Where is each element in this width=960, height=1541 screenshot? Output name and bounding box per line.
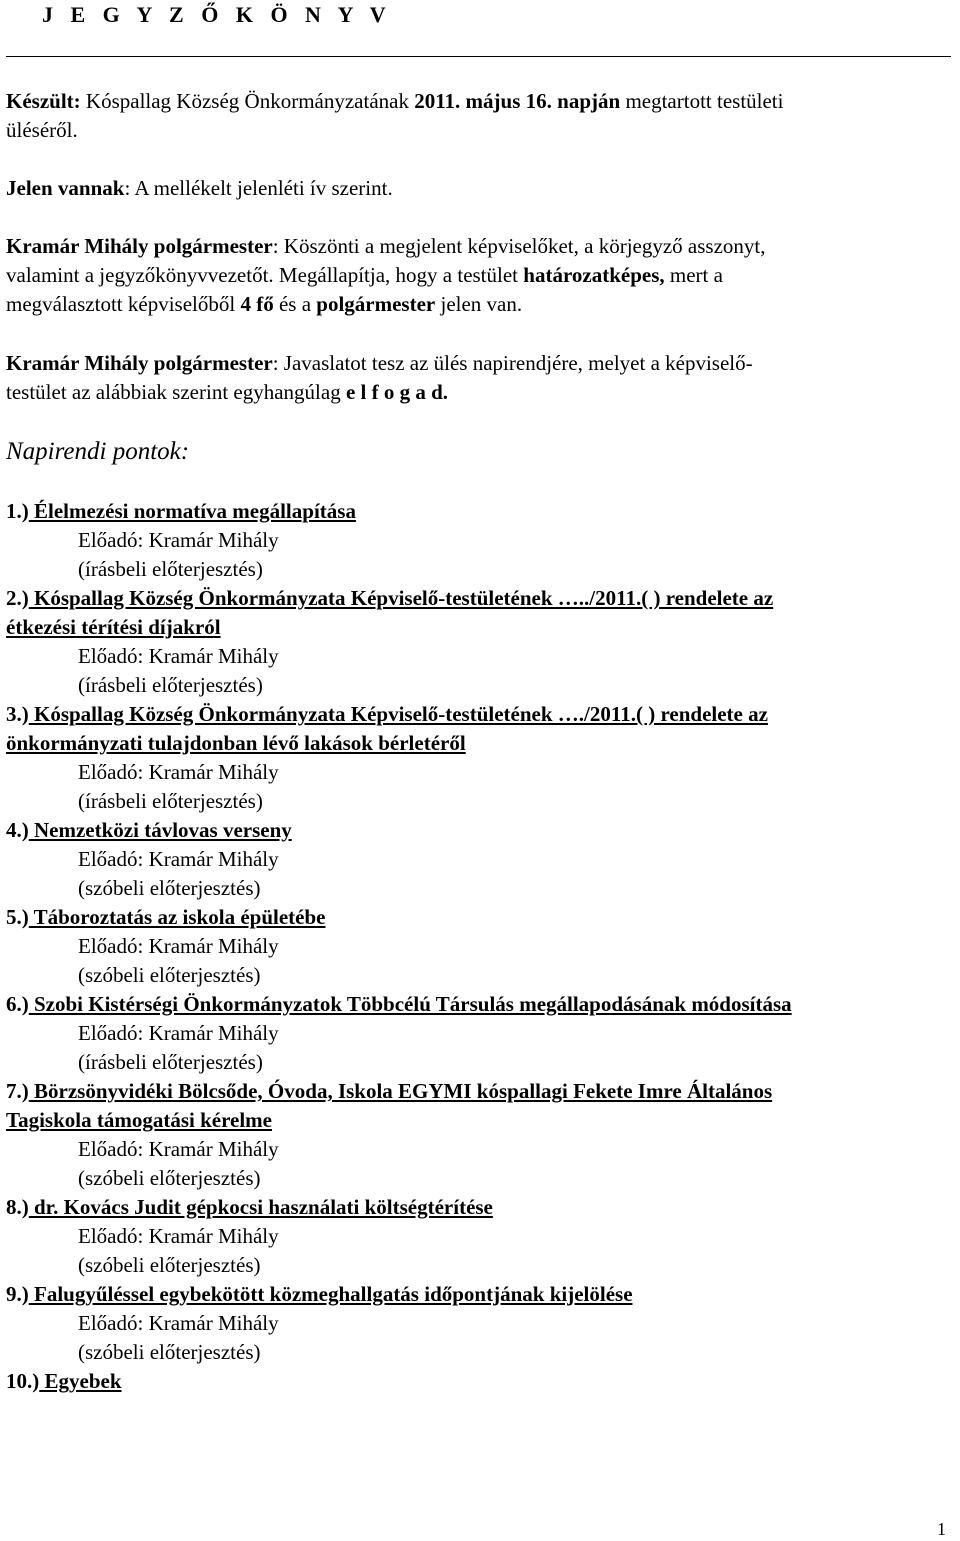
- agenda-item-5-type: (szóbeli előterjesztés): [78, 963, 261, 987]
- page-number: 1: [937, 1519, 946, 1539]
- agenda-item-4: [6, 816, 954, 845]
- agenda-item-title: Szobi Kistérségi Önkormányzatok Többcélú Társulás megállapodásának módosítása: [28, 992, 792, 1016]
- agenda-item-number: 6.): [6, 992, 29, 1016]
- agenda-item-10: [6, 1367, 954, 1396]
- agenda-item-title-cont: étkezési térítési díjakról: [6, 615, 221, 639]
- agenda-item-3-presenter: Előadó: Kramár Mihály: [78, 760, 279, 784]
- agenda-item-8-presenter: Előadó: Kramár Mihály: [78, 1224, 279, 1248]
- agenda-item-number: 9.): [6, 1282, 29, 1306]
- meeting-date: 2011. május 16. napján: [414, 89, 621, 113]
- agenda-item-number: 1.): [6, 499, 29, 523]
- intro-paragraph-present: [6, 174, 954, 203]
- welcome-line-2b: mert a: [664, 263, 723, 287]
- agenda-item-title: Kóspallag Község Önkormányzata Képviselő-testületének …../2011.( ) rendelete az: [28, 586, 774, 610]
- title-divider: [6, 56, 951, 57]
- agenda-item-number: 7.): [6, 1079, 29, 1103]
- agenda-item-7-presenter: Előadó: Kramár Mihály: [78, 1137, 279, 1161]
- agenda-item-title-cont: Tagiskola támogatási kérelme: [6, 1108, 272, 1132]
- agenda-item-3-type: (írásbeli előterjesztés): [78, 789, 263, 813]
- agenda-item-8-type: (szóbeli előterjesztés): [78, 1253, 261, 1277]
- intro-paragraph-agenda-proposal: [6, 349, 954, 407]
- made-text: Kóspallag Község Önkormányzatának: [80, 89, 415, 113]
- proposal-speaker: Kramár Mihály polgármester: [6, 351, 273, 375]
- agenda-item-number: 2.): [6, 586, 29, 610]
- welcome-speaker: Kramár Mihály polgármester: [6, 234, 273, 258]
- welcome-line-3b: és a: [273, 292, 317, 316]
- present-label: Jelen vannak: [6, 176, 125, 200]
- agenda-item-1-presenter: Előadó: Kramár Mihály: [78, 528, 279, 552]
- mayor-word: polgármester: [316, 292, 436, 316]
- agenda-item-5-presenter: Előadó: Kramár Mihály: [78, 934, 279, 958]
- agenda-heading: Napirendi pontok:: [6, 438, 190, 465]
- agenda-item-title: dr. Kovács Judit gépkocsi használati költségtérítése: [28, 1195, 493, 1219]
- agenda-item-number: 4.): [6, 818, 29, 842]
- agenda-item-number: 10.): [6, 1369, 40, 1393]
- agenda-item-title-cont: önkormányzati tulajdonban lévő lakások bérletéről: [6, 731, 466, 755]
- agenda-item-2-presenter: Előadó: Kramár Mihály: [78, 644, 279, 668]
- made-line-1: [6, 87, 954, 116]
- welcome-line-3a: megválasztott képviselőből: [6, 292, 241, 316]
- agenda-item-7-type: (szóbeli előterjesztés): [78, 1166, 261, 1190]
- present-text: : A mellékelt jelenléti ív szerint.: [124, 176, 393, 200]
- agenda-item-1: [6, 497, 954, 526]
- agenda-item-title: Nemzetközi távlovas verseny: [28, 818, 292, 842]
- made-label: Készült:: [6, 89, 81, 113]
- intro-paragraph-welcome: [6, 232, 954, 319]
- intro-paragraph-made: [6, 87, 954, 145]
- agenda-item-8: [6, 1193, 954, 1222]
- agenda-item-5: [6, 903, 954, 932]
- welcome-line-1: : Köszönti a megjelent képviselőket, a körjegyző asszonyt,: [272, 234, 766, 258]
- member-count: 4 fő: [240, 292, 274, 316]
- agenda-item-2-type: (írásbeli előterjesztés): [78, 673, 263, 697]
- agenda-item-title: Kóspallag Község Önkormányzata Képviselő-testületének …./2011.( ) rendelete az: [28, 702, 768, 726]
- agenda-item-1-type: (írásbeli előterjesztés): [78, 557, 263, 581]
- agenda-item-title: Élelmezési normatíva megállapítása: [28, 499, 356, 523]
- welcome-line-2a: valamint a jegyzőkönyvvezetőt. Megállapítja, hogy a testület: [6, 263, 524, 287]
- made-line-2: üléséről.: [6, 118, 78, 142]
- agenda-item-2: [6, 584, 954, 642]
- agenda-item-title: Falugyűléssel egybekötött közmeghallgatás időpontjának kijelölése: [28, 1282, 633, 1306]
- proposal-line-2: testület az alábbiak szerint egyhangúlag: [6, 380, 346, 404]
- agenda-item-9: [6, 1280, 954, 1309]
- agenda-item-9-type: (szóbeli előterjesztés): [78, 1340, 261, 1364]
- agenda-item-6-type: (írásbeli előterjesztés): [78, 1050, 263, 1074]
- agenda-item-9-presenter: Előadó: Kramár Mihály: [78, 1311, 279, 1335]
- agenda-item-4-presenter: Előadó: Kramár Mihály: [78, 847, 279, 871]
- proposal-line-1: : Javaslatot tesz az ülés napirendjére, melyet a képviselő-: [272, 351, 753, 375]
- agenda-item-number: 3.): [6, 702, 29, 726]
- agenda-item-title: Börzsönyvidéki Bölcsőde, Óvoda, Iskola EGYMI kóspallagi Fekete Imre Általános: [28, 1079, 773, 1103]
- agenda-item-number: 8.): [6, 1195, 29, 1219]
- agenda-item-title: Egyebek: [39, 1369, 122, 1393]
- quorum-word: határozatképes,: [523, 263, 665, 287]
- made-suffix: megtartott testületi: [620, 89, 784, 113]
- agenda-item-6: [6, 990, 954, 1019]
- agenda-item-7: [6, 1077, 954, 1135]
- agenda-item-number: 5.): [6, 905, 29, 929]
- agenda-item-6-presenter: Előadó: Kramár Mihály: [78, 1021, 279, 1045]
- agenda-item-title: Táboroztatás az iskola épületébe: [28, 905, 326, 929]
- agenda-item-3: [6, 700, 954, 758]
- accepted-word: e l f o g a d.: [345, 380, 449, 404]
- agenda-item-4-type: (szóbeli előterjesztés): [78, 876, 261, 900]
- document-title: J E G Y Z Ő K Ö N Y V: [42, 2, 392, 27]
- welcome-line-3c: jelen van.: [435, 292, 523, 316]
